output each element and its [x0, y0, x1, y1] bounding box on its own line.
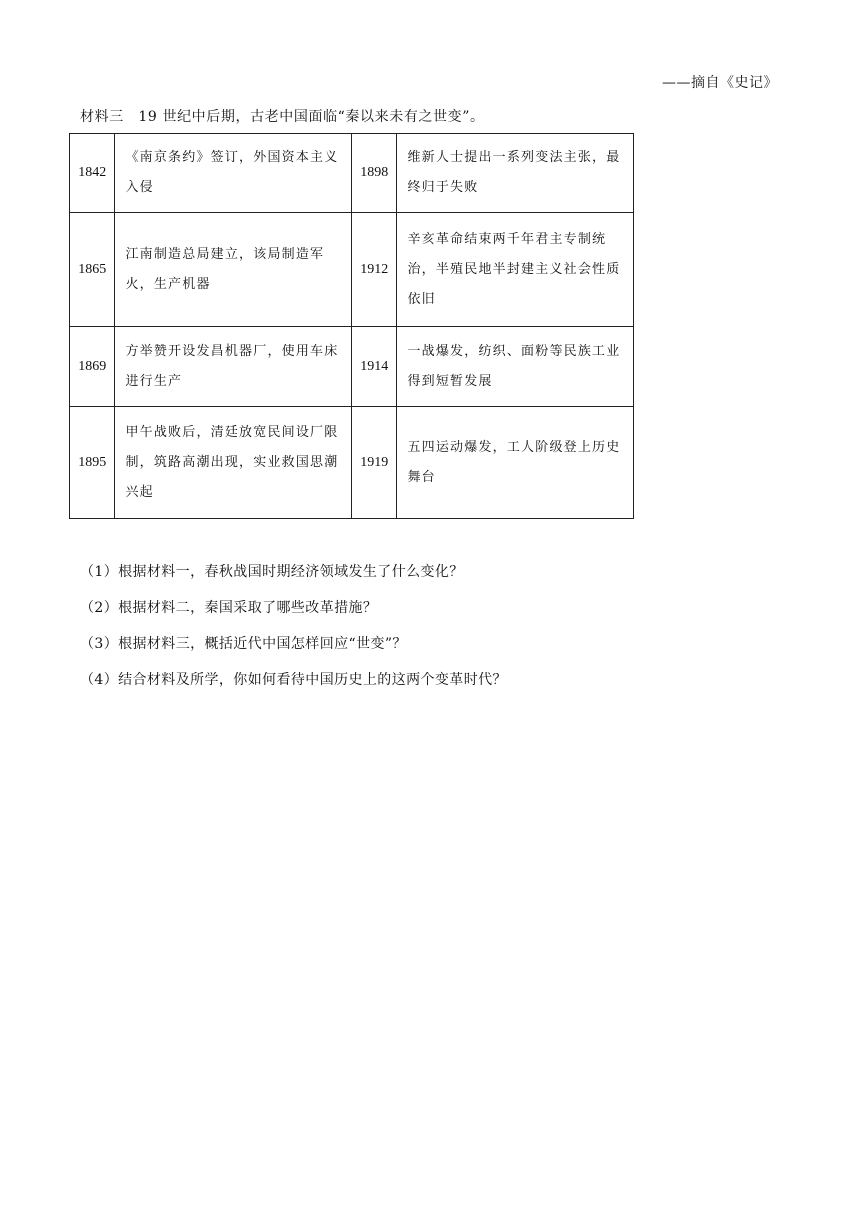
year-cell: 1865: [70, 213, 115, 327]
year-cell: 1842: [70, 134, 115, 213]
table-row: [70, 213, 634, 327]
year-cell: 1898: [351, 134, 396, 213]
event-cell: 维新人士提出一系列变法主张，最终归于失败: [397, 134, 634, 213]
question-3: （3）根据材料三，概括近代中国怎样回应“世变”？: [80, 636, 407, 652]
event-cell: 江南制造总局建立，该局制造军火，生产机器: [115, 213, 352, 327]
table-row: [70, 134, 634, 213]
event-cell: 《南京条约》签订，外国资本主义入侵: [115, 134, 352, 213]
material-three-title: 材料三 19 世纪中后期，古老中国面临“秦以来未有之世变”。: [80, 109, 485, 125]
question-list: [80, 561, 507, 705]
table-row: [70, 327, 634, 407]
year-cell: 1919: [351, 407, 396, 519]
question-4: （4）结合材料及所学，你如何看待中国历史上的这两个变革时代？: [80, 672, 507, 688]
year-cell: 1912: [351, 213, 396, 327]
question-2: （2）根据材料二，秦国采取了哪些改革措施？: [80, 600, 378, 616]
year-cell: 1869: [70, 327, 115, 407]
question-1: （1）根据材料一，春秋战国时期经济领域发生了什么变化？: [80, 564, 464, 580]
source-citation: ——摘自《史记》: [662, 75, 778, 91]
event-cell: 一战爆发，纺织、面粉等民族工业得到短暂发展: [397, 327, 634, 407]
event-cell: 方举赞开设发昌机器厂，使用车床进行生产: [115, 327, 352, 407]
event-cell: 辛亥革命结束两千年君主专制统治，半殖民地半封建主义社会性质依旧: [397, 213, 634, 327]
year-cell: 1914: [351, 327, 396, 407]
events-table: [69, 133, 634, 519]
event-cell: 甲午战败后，清廷放宽民间设厂限制，筑路高潮出现，实业救国思潮兴起: [115, 407, 352, 519]
table-row: [70, 407, 634, 519]
year-cell: 1895: [70, 407, 115, 519]
event-cell: 五四运动爆发，工人阶级登上历史舞台: [397, 407, 634, 519]
